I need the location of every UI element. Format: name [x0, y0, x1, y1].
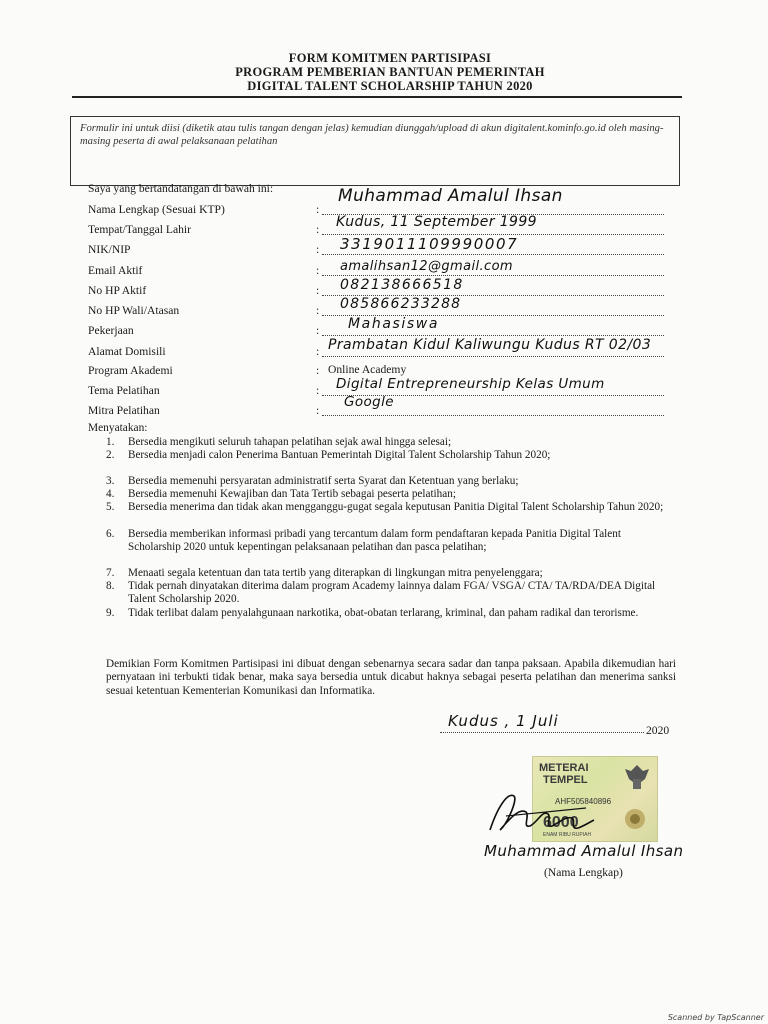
statement-number: 8.	[106, 580, 115, 592]
statement-item	[106, 607, 676, 620]
colon: :	[316, 223, 320, 236]
statement-item	[106, 488, 676, 501]
statement-number: 2.	[106, 449, 115, 461]
statement-text: Bersedia memenuhi persyaratan administratif serta Syarat dan Ketentuan yang berlaku;	[128, 475, 519, 487]
colon: :	[316, 324, 320, 337]
statement-item	[106, 567, 676, 580]
statement-text: Bersedia memenuhi Kewajiban dan Tata Tertib sebagai peserta pelatihan;	[128, 488, 456, 500]
field-label-hp: No HP Aktif	[88, 284, 147, 297]
statement-text: Bersedia menjadi calon Penerima Bantuan Pemerintah Digital Talent Scholarship Tahun 2020;	[128, 449, 551, 461]
field-label-hp-wali: No HP Wali/Atasan	[88, 304, 180, 317]
colon: :	[316, 345, 320, 358]
signing-place-date: Kudus , 1 Juli	[448, 712, 559, 730]
colon: :	[316, 243, 320, 256]
statement-text: Bersedia memberikan informasi pribadi yang tercantum dalam form pendaftaran kepada Panitia Digital Talent Scholarship 2020 untuk kepentingan pelaksanaan pelatihan dan pasca pelatihan;	[128, 528, 621, 553]
statement-item	[106, 449, 676, 462]
program-title: PROGRAM PEMBERIAN BANTUAN PEMERINTAH	[235, 65, 545, 79]
statement-item	[106, 436, 676, 449]
statement-item	[106, 501, 676, 514]
statement-text: Bersedia menerima dan tidak akan mengganggu-gugat segala keputusan Panitia Digital Talent Scholarship Tahun 2020;	[128, 501, 664, 513]
instruction-text: Formulir ini untuk diisi (diketik atau tulis tangan dengan jelas) kemudian diunggah/upload di akun digitalent.kominfo.go.id oleh masing-masing peserta di awal pelaksanaan pelatihan	[80, 123, 664, 147]
statement-number: 7.	[106, 567, 115, 579]
colon: :	[316, 404, 320, 417]
field-value-email: amalihsan12@gmail.com	[340, 259, 513, 274]
colon: :	[316, 384, 320, 397]
statement-item	[106, 528, 676, 553]
garuda-emblem-icon	[625, 765, 649, 789]
field-value-alamat: Prambatan Kidul Kaliwungu Kudus RT 02/03	[328, 337, 652, 353]
signing-year: 2020	[646, 724, 670, 737]
field-label-ttl: Tempat/Tanggal Lahir	[88, 223, 192, 236]
colon: :	[316, 203, 320, 216]
colon: :	[316, 304, 320, 317]
statement-item	[106, 580, 676, 605]
field-value-hp: 082138666518	[340, 277, 464, 293]
dotted-line	[322, 356, 664, 357]
field-label-nik: NIK/NIP	[88, 243, 131, 256]
dotted-line	[322, 335, 664, 336]
colon: :	[316, 364, 320, 377]
statements-intro: Menyatakan:	[88, 422, 148, 434]
closing-paragraph: Demikian Form Komitmen Partisipasi ini dibuat dengan sebenarnya secara sadar dan tanpa paksaan. Apabila dikemudian hari pernyataan ini terbukti tidak benar, maka saya bersedia untuk dicabut haknya sebagai peserta pelatihan dan menerima sanksi sesuai ketentuan Kementerian Komunikasi dan Informatika.	[106, 658, 676, 697]
statement-number: 1.	[106, 436, 115, 448]
signer-name: Muhammad Amalul Ihsan	[484, 842, 684, 860]
field-value-mitra: Google	[344, 394, 395, 410]
field-value-nama: Muhammad Amalul Ihsan	[338, 186, 563, 206]
field-value-nik: 3319011109990007	[340, 235, 519, 253]
statement-number: 3.	[106, 475, 115, 487]
stamp-text-line2: TEMPEL	[543, 774, 588, 786]
date-dotted-line	[440, 732, 644, 733]
stamp-text-line1: METERAI	[539, 762, 589, 774]
dotted-line	[322, 275, 664, 276]
statement-text: Menaati segala ketentuan dan tata tertib yang diterapkan di lingkungan mitra penyelenggara;	[128, 567, 543, 579]
field-label-tema: Tema Pelatihan	[88, 384, 160, 397]
field-value-hp-wali: 085866233288	[340, 296, 462, 312]
header-rule	[72, 96, 682, 98]
field-label-email: Email Aktif	[88, 264, 143, 277]
statement-text: Tidak terlibat dalam penyalahgunaan narkotika, obat-obatan terlarang, kriminal, dan paham radikal dan terorisme.	[128, 607, 639, 619]
field-value-akademi: Online Academy	[328, 363, 407, 376]
dotted-line	[322, 254, 664, 255]
stamp-serial: AHF505840896	[555, 797, 612, 806]
emblem-icon	[625, 809, 645, 829]
field-value-tema: Digital Entrepreneurship Kelas Umum	[336, 376, 605, 392]
signature-scribble	[486, 786, 596, 842]
colon: :	[316, 264, 320, 277]
signer-caption: (Nama Lengkap)	[544, 866, 623, 879]
statement-number: 6.	[106, 528, 115, 540]
field-label-alamat: Alamat Domisili	[88, 345, 166, 358]
colon: :	[316, 284, 320, 297]
field-label-nama: Nama Lengkap (Sesuai KTP)	[88, 203, 225, 216]
field-value-pekerjaan: Mahasiswa	[348, 316, 440, 332]
scholarship-title: DIGITAL TALENT SCHOLARSHIP TAHUN 2020	[247, 79, 533, 93]
dotted-line	[322, 415, 664, 416]
statement-number: 9.	[106, 607, 115, 619]
statement-text: Bersedia mengikuti seluruh tahapan pelatihan sejak awal hingga selesai;	[128, 436, 452, 448]
field-value-ttl: Kudus, 11 September 1999	[336, 214, 537, 230]
field-label-mitra: Mitra Pelatihan	[88, 404, 160, 417]
statement-item	[106, 475, 676, 488]
form-title: FORM KOMITMEN PARTISIPASI	[288, 51, 492, 65]
field-label-akademi: Program Akademi	[88, 364, 173, 377]
scanner-watermark: Scanned by TapScanner	[667, 1013, 764, 1022]
statement-text: Tidak pernah dinyatakan diterima dalam program Academy lainnya dalam FGA/ VSGA/ CTA/ TA/RDA/DEA Digital Talent Scholarship 2020.	[128, 580, 656, 605]
stamp-value: 6000	[543, 814, 579, 831]
stamp-words: ENAM RIBU RUPIAH	[543, 832, 592, 838]
statement-number: 5.	[106, 501, 115, 513]
intro-text: Saya yang bertandatangan di bawah ini:	[88, 182, 274, 195]
field-label-pekerjaan: Pekerjaan	[88, 324, 134, 337]
statement-number: 4.	[106, 488, 115, 500]
